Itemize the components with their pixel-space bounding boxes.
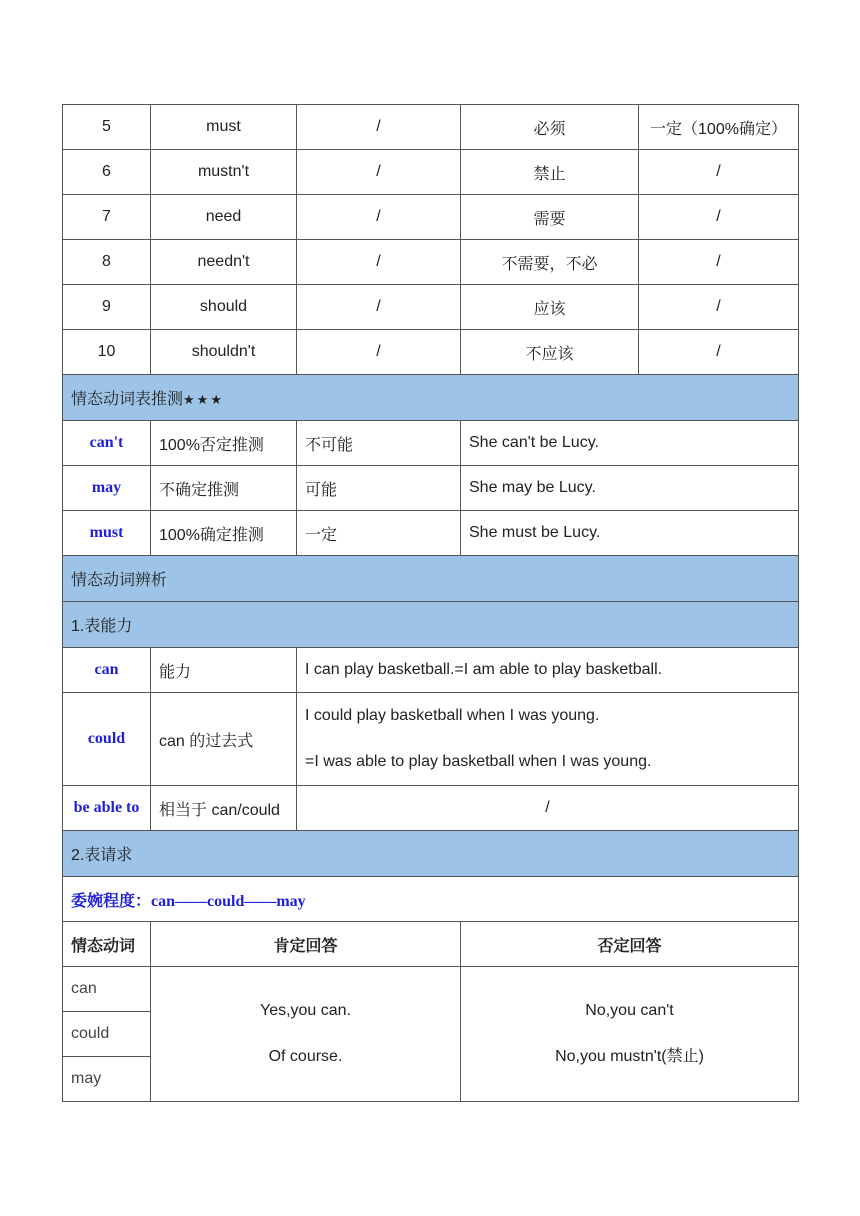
section-header-analysis: 情态动词辨析 xyxy=(63,556,799,602)
table-row xyxy=(63,648,799,693)
cell: / xyxy=(297,240,461,285)
table-row xyxy=(63,285,799,330)
modal-word: shouldn't xyxy=(151,330,297,375)
meaning: 不需要，不必 xyxy=(461,240,639,285)
meaning: 一定 xyxy=(297,511,461,556)
column-header-modal: 情态动词 xyxy=(63,922,151,967)
modal-word: can xyxy=(63,967,151,1012)
modal-word: could xyxy=(63,693,151,786)
grammar-table-page xyxy=(62,104,798,1102)
inference-degree: 不确定推测 xyxy=(151,466,297,511)
answer-line: No,you mustn't(禁止) xyxy=(555,1048,704,1065)
row-number: 6 xyxy=(63,150,151,195)
meaning: 可能 xyxy=(297,466,461,511)
modal-word: should xyxy=(151,285,297,330)
meaning: 不应该 xyxy=(461,330,639,375)
modal-word: must xyxy=(63,511,151,556)
example-sentence: I could play basketball when I was young. xyxy=(305,707,600,724)
section-header-row xyxy=(63,556,799,602)
modal-word: could xyxy=(63,1012,151,1057)
table-row xyxy=(63,421,799,466)
table-row xyxy=(63,786,799,831)
table-row xyxy=(63,511,799,556)
section-header-ability: 1.表能力 xyxy=(63,602,799,648)
meaning: 不可能 xyxy=(297,421,461,466)
row-number: 8 xyxy=(63,240,151,285)
table-row xyxy=(63,967,799,1012)
section-header-row xyxy=(63,602,799,648)
cell: / xyxy=(297,105,461,150)
modal-word: need xyxy=(151,195,297,240)
modal-word: needn't xyxy=(151,240,297,285)
section-title: 情态动词表推测 xyxy=(71,391,184,408)
meaning: 需要 xyxy=(461,195,639,240)
table-row xyxy=(63,330,799,375)
modal-word: can xyxy=(63,648,151,693)
section-header-request: 2.表请求 xyxy=(63,831,799,877)
modal-word: may xyxy=(63,1057,151,1102)
meaning: 相当于 can/could xyxy=(151,786,297,831)
answer-line: No,you can't xyxy=(585,1002,674,1019)
star-icons: ★★★ xyxy=(183,392,224,407)
example-sentence: She may be Lucy. xyxy=(461,466,799,511)
inference-degree: 100%确定推测 xyxy=(151,511,297,556)
cell: / xyxy=(297,330,461,375)
cell: / xyxy=(297,285,461,330)
answer-line: Yes,you can. xyxy=(259,1002,352,1019)
politeness-scale: 委婉程度：can——could——may xyxy=(63,877,799,922)
table-row xyxy=(63,466,799,511)
modal-word: must xyxy=(151,105,297,150)
inference-note: / xyxy=(639,150,799,195)
row-number: 5 xyxy=(63,105,151,150)
table-row xyxy=(63,195,799,240)
meaning: can 的过去式 xyxy=(151,693,297,786)
modal-word: may xyxy=(63,466,151,511)
table-row xyxy=(63,693,799,786)
example-sentence: / xyxy=(297,786,799,831)
column-header-negative: 否定回答 xyxy=(461,922,799,967)
meaning: 必须 xyxy=(461,105,639,150)
table-row xyxy=(63,150,799,195)
modal-verbs-table xyxy=(62,104,799,1102)
column-header-affirmative: 肯定回答 xyxy=(151,922,461,967)
row-number: 7 xyxy=(63,195,151,240)
section-header-inference xyxy=(63,375,799,421)
cell: / xyxy=(297,195,461,240)
table-header-row xyxy=(63,922,799,967)
meaning: 能力 xyxy=(151,648,297,693)
example-sentences xyxy=(297,693,799,786)
answer-line: Of course. xyxy=(268,1048,343,1065)
section-header-row xyxy=(63,831,799,877)
negative-answers xyxy=(461,967,799,1102)
affirmative-answers xyxy=(151,967,461,1102)
table-row xyxy=(63,877,799,922)
row-number: 9 xyxy=(63,285,151,330)
inference-note: 一定（100%确定） xyxy=(639,105,799,150)
modal-word: can't xyxy=(63,421,151,466)
example-sentence: She must be Lucy. xyxy=(461,511,799,556)
example-sentence: =I was able to play basketball when I was young. xyxy=(305,753,652,770)
meaning: 应该 xyxy=(461,285,639,330)
inference-note: / xyxy=(639,240,799,285)
meaning: 禁止 xyxy=(461,150,639,195)
table-row xyxy=(63,105,799,150)
inference-note: / xyxy=(639,195,799,240)
table-row xyxy=(63,240,799,285)
section-header-row xyxy=(63,375,799,421)
example-sentence: I can play basketball.=I am able to play basketball. xyxy=(297,648,799,693)
row-number: 10 xyxy=(63,330,151,375)
inference-note: / xyxy=(639,285,799,330)
inference-note: / xyxy=(639,330,799,375)
cell: / xyxy=(297,150,461,195)
inference-degree: 100%否定推测 xyxy=(151,421,297,466)
modal-word: mustn't xyxy=(151,150,297,195)
example-sentence: She can't be Lucy. xyxy=(461,421,799,466)
modal-word: be able to xyxy=(63,786,151,831)
